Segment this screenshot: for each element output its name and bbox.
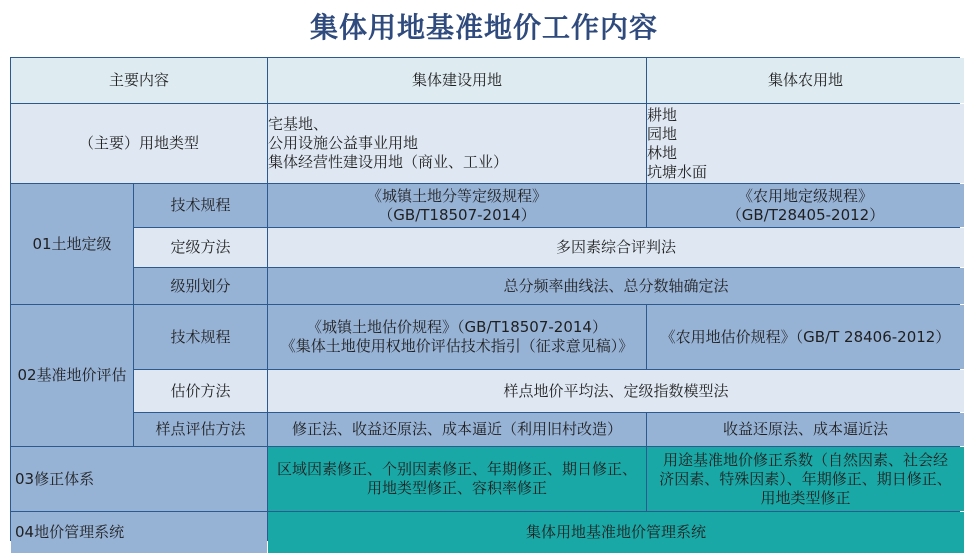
sample-method-agricultural: 收益还原法、成本逼近法: [647, 413, 964, 446]
land-type-agricultural: [647, 104, 964, 183]
land-type-construction-line: 集体经营性建设用地（商业、工业）: [268, 153, 509, 171]
correction-agricultural: [647, 447, 964, 511]
correction-construction: [268, 447, 646, 511]
valuation-tech-label: 技术规程: [134, 305, 267, 369]
sample-method-construction: 修正法、收益还原法、成本逼近（利用旧村改造）: [268, 413, 646, 446]
section-correction-system: 03修正体系: [11, 447, 267, 511]
header-construction-land: 集体建设用地: [268, 58, 646, 103]
land-type-agricultural-line: 林地: [647, 143, 678, 162]
grading-tech-construction-line: 《城镇土地分等定级规程》: [366, 186, 547, 205]
grading-tech-agricultural-line: （GB/T28405-2012）: [726, 205, 885, 224]
section-benchmark-valuation: 02基准地价评估: [11, 305, 133, 446]
land-type-construction: [268, 104, 646, 183]
valuation-tech-construction-line: 《集体土地使用权地价评估技术指引（征求意见稿）》: [280, 337, 634, 355]
land-type-construction-line: 宅基地、: [268, 115, 329, 133]
section-price-management: 04地价管理系统: [11, 512, 267, 553]
grading-tech-construction-line: （GB/T18507-2014）: [378, 205, 536, 224]
valuation-tech-construction-line: 《城镇土地估价规程》（GB/T18507-2014）: [307, 318, 607, 336]
correction-construction-line: 区域因素修正、个别因素修正、年期修正、期日修正、: [276, 460, 637, 478]
valuation-tech-agricultural: 《农用地估价规程》（GB/T 28406-2012）: [647, 305, 964, 369]
grading-method-label: 定级方法: [134, 228, 267, 267]
grading-tech-agricultural: [647, 184, 964, 227]
page-title: 集体用地基准地价工作内容: [309, 11, 658, 44]
land-type-label: （主要）用地类型: [11, 104, 267, 183]
price-management-system: 集体用地基准地价管理系统: [268, 512, 964, 553]
correction-agricultural-line: 用途基准地价修正系数（自然因素、社会经: [662, 450, 948, 469]
grading-tech-label: 技术规程: [134, 184, 267, 227]
header-agricultural-land: 集体农用地: [647, 58, 964, 103]
grading-division-value: 总分频率曲线法、总分数轴确定法: [268, 268, 964, 304]
header-main-content: 主要内容: [11, 58, 267, 103]
valuation-method-value: 样点地价平均法、定级指数模型法: [268, 370, 964, 412]
land-type-agricultural-line: 耕地: [647, 105, 678, 124]
land-type-construction-line: 公用设施公益事业用地: [268, 134, 419, 152]
grading-method-value: 多因素综合评判法: [268, 228, 964, 267]
correction-construction-line: 用地类型修正、容积率修正: [366, 479, 547, 497]
valuation-method-label: 估价方法: [134, 370, 267, 412]
section-land-grading: 01土地定级: [11, 184, 133, 304]
grading-tech-agricultural-line: 《农用地定级规程》: [737, 186, 873, 205]
land-type-agricultural-line: 园地: [647, 124, 678, 143]
valuation-tech-construction: [268, 305, 646, 369]
grading-tech-construction: [268, 184, 646, 227]
correction-agricultural-line: 济因素、特殊因素）、年期修正、期日修正、: [659, 469, 952, 488]
work-content-table: [10, 57, 960, 541]
correction-agricultural-line: 用地类型修正: [760, 488, 851, 507]
sample-method-label: 样点评估方法: [134, 413, 267, 446]
grading-division-label: 级别划分: [134, 268, 267, 304]
land-type-agricultural-line: 坑塘水面: [647, 162, 708, 181]
